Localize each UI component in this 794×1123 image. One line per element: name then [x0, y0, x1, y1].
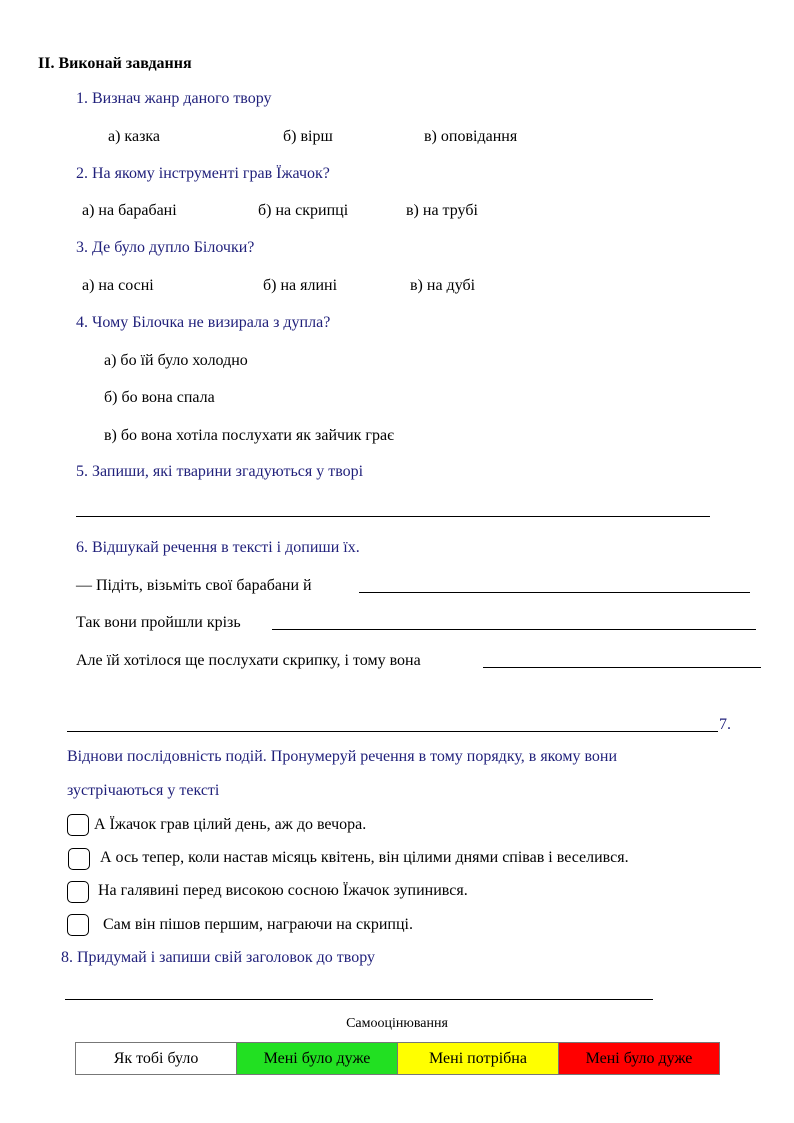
- q7-item-3: На галявині перед високою сосною Їжачок зупинився.: [98, 882, 468, 899]
- self-assessment-cell-3[interactable]: Мені потрібна: [398, 1043, 559, 1075]
- q2-option-a: а) на барабані: [82, 202, 177, 219]
- self-assessment-cell-2[interactable]: Мені було дуже: [237, 1043, 398, 1075]
- q6-answer-line-3[interactable]: [483, 667, 761, 668]
- question-2: 2. На якому інструменті грав Їжачок?: [76, 165, 330, 182]
- question-1: 1. Визнач жанр даного твору: [76, 90, 272, 107]
- q7-order-box-4[interactable]: [67, 914, 89, 936]
- q6-answer-line-4[interactable]: [67, 731, 718, 732]
- question-6: 6. Відшукай речення в тексті і допиши їх.: [76, 539, 360, 556]
- q1-option-c: в) оповідання: [424, 128, 518, 145]
- q3-option-c: в) на дубі: [410, 277, 476, 294]
- q2-option-c: в) на трубі: [406, 202, 478, 219]
- q2-option-b: б) на скрипці: [258, 202, 349, 219]
- question-5: 5. Запиши, які тварини згадуються у творі: [76, 463, 364, 480]
- q3-option-a: а) на сосні: [82, 277, 154, 294]
- q7-item-4: Сам він пішов першим, награючи на скрипці.: [103, 916, 413, 933]
- q4-option-a: а) бо їй було холодно: [104, 352, 248, 369]
- q1-option-a: а) казка: [108, 128, 161, 145]
- q1-option-b: б) вірш: [283, 128, 333, 145]
- question-7-instruction-1: Віднови послідовність подій. Пронумеруй речення в тому порядку, в якому вони: [67, 748, 618, 765]
- q5-answer-line[interactable]: [76, 516, 710, 517]
- q8-answer-line[interactable]: [65, 999, 653, 1000]
- q7-order-box-3[interactable]: [67, 881, 89, 903]
- self-assessment-cell-4[interactable]: Мені було дуже: [559, 1043, 720, 1075]
- section-title: II. Виконай завдання: [38, 55, 192, 72]
- q6-sentence-2: Так вони пройшли крізь: [76, 614, 241, 631]
- self-assessment-cell-1[interactable]: Як тобі було: [76, 1043, 237, 1075]
- q4-option-c: в) бо вона хотіла послухати як зайчик грає: [104, 427, 394, 444]
- q6-sentence-1: — Підіть, візьміть свої барабани й: [76, 577, 312, 594]
- question-3: 3. Де було дупло Білочки?: [76, 239, 255, 256]
- q6-answer-line-2[interactable]: [272, 629, 756, 630]
- question-7-instruction-2: зустрічаються у тексті: [67, 782, 220, 799]
- q4-option-b: б) бо вона спала: [104, 389, 215, 406]
- question-8: 8. Придумай і запиши свій заголовок до твору: [61, 949, 375, 966]
- q6-sentence-3: Але їй хотілося ще послухати скрипку, і тому вона: [76, 652, 421, 669]
- self-assessment-title: Самооцінювання: [346, 1016, 448, 1031]
- question-4: 4. Чому Білочка не визирала з дупла?: [76, 314, 331, 331]
- q7-item-1: А Їжачок грав цілий день, аж до вечора.: [94, 816, 367, 833]
- q6-answer-line-1[interactable]: [359, 592, 750, 593]
- q7-order-box-1[interactable]: [67, 814, 89, 836]
- q3-option-b: б) на ялині: [263, 277, 338, 294]
- q7-order-box-2[interactable]: [68, 848, 90, 870]
- self-assessment-table: [75, 1042, 720, 1075]
- question-7-number: 7.: [719, 716, 731, 733]
- q7-item-2: А ось тепер, коли настав місяць квітень, він цілими днями співав і веселився.: [100, 849, 629, 866]
